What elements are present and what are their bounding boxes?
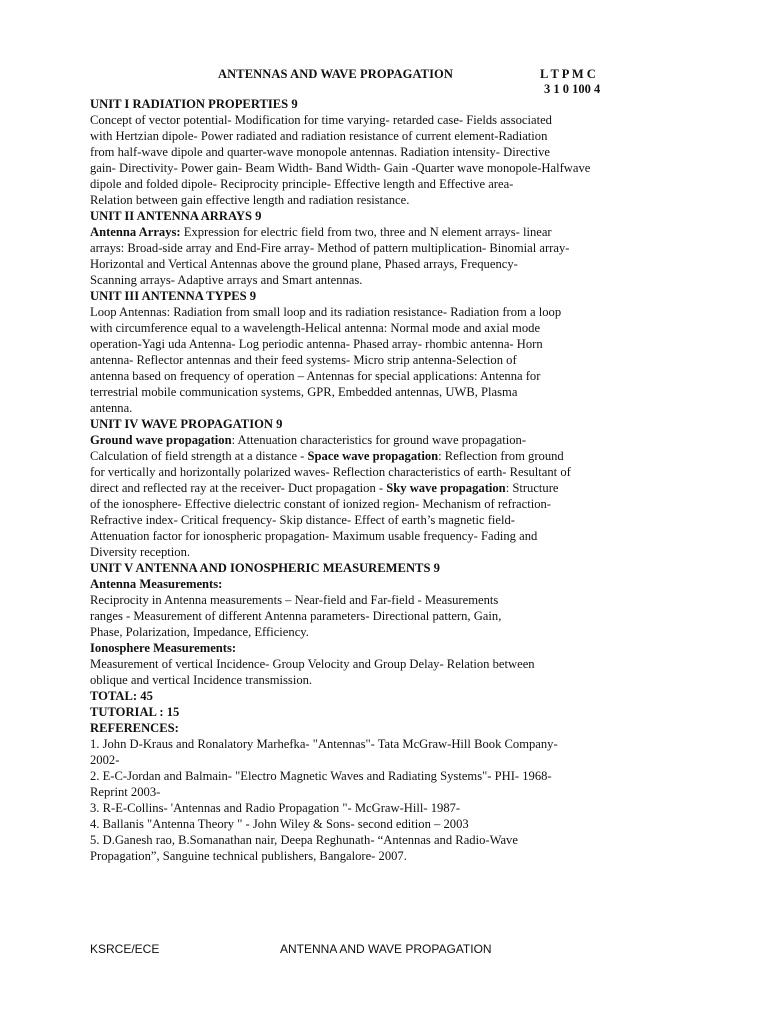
reference-line: Propagation”, Sanguine technical publishers, Bangalore- 2007. — [90, 849, 407, 863]
unit-3-line: antenna- Reflector antennas and their feed systems- Micro strip antenna-Selection of — [90, 353, 517, 367]
footer-department: KSRCE/ECE — [90, 942, 160, 956]
unit-4-calc-post: : Reflection from ground — [438, 449, 564, 463]
unit-4-calc-pre: Calculation of field strength at a distance - — [90, 449, 308, 463]
tutorial-hours: TUTORIAL : 15 — [90, 705, 180, 719]
unit-5-line: ranges - Measurement of different Antenna parameters- Directional pattern, Gain, — [90, 609, 502, 623]
unit-5-line: Measurement of vertical Incidence- Group Velocity and Group Delay- Relation between — [90, 657, 535, 671]
total-hours: TOTAL: 45 — [90, 689, 153, 703]
unit-2-lead-line — [90, 224, 630, 240]
unit-1-line: gain- Directivity- Power gain- Beam Width- Band Width- Gain -Quarter wave monopole-Halfwave — [90, 161, 591, 175]
unit-4-ground-text: : Attenuation characteristics for ground wave propagation- — [231, 433, 527, 447]
unit-1-line: dipole and folded dipole- Reciprocity principle- Effective length and Effective area- — [90, 177, 514, 191]
page-footer — [90, 942, 690, 958]
unit-1-line: from half-wave dipole and quarter-wave monopole antennas. Radiation intensity- Directive — [90, 145, 550, 159]
unit-2-heading: UNIT II ANTENNA ARRAYS 9 — [90, 209, 262, 223]
unit-1-heading: UNIT I RADIATION PROPERTIES 9 — [90, 97, 298, 111]
unit-4-line: for vertically and horizontally polarized waves- Reflection characteristics of earth- Resultant of — [90, 465, 571, 479]
sky-wave-term: Sky wave propagation — [386, 481, 506, 495]
unit-3-line: with circumference equal to a wavelength-Helical antenna: Normal mode and axial mode — [90, 321, 541, 335]
unit-1-line: with Hertzian dipole- Power radiated and radiation resistance of current element-Radiation — [90, 129, 548, 143]
reference-line: 5. D.Ganesh rao, B.Somanathan nair, Deepa Reghunath- “Antennas and Radio-Wave — [90, 833, 518, 847]
antenna-measurements-subheading: Antenna Measurements: — [90, 577, 223, 591]
unit-4-line: Refractive index- Critical frequency- Skip distance- Effect of earth’s magnetic field- — [90, 513, 515, 527]
unit-4-line: of the ionosphere- Effective dielectric constant of ionized region- Mechanism of refraction- — [90, 497, 551, 511]
ltpmc-label: L T P M C — [540, 67, 596, 81]
unit-5-line: Reciprocity in Antenna measurements – Near-field and Far-field - Measurements — [90, 593, 499, 607]
unit-2-line: Horizontal and Vertical Antennas above the ground plane, Phased arrays, Frequency- — [90, 257, 518, 271]
space-wave-term: Space wave propagation — [307, 449, 439, 463]
unit-4-line: Diversity reception. — [90, 545, 191, 559]
ionosphere-measurements-subheading: Ionosphere Measurements: — [90, 641, 237, 655]
ltpmc-values: 3 1 0 100 4 — [544, 82, 601, 96]
reference-line: 3. R-E-Collins- 'Antennas and Radio Propagation "- McGraw-Hill- 1987- — [90, 801, 461, 815]
unit-4-heading: UNIT IV WAVE PROPAGATION 9 — [90, 417, 283, 431]
unit-3-line: Loop Antennas: Radiation from small loop and its radiation resistance- Radiation from a loop — [90, 305, 562, 319]
ground-wave-term: Ground wave propagation — [90, 433, 232, 447]
unit-4-calc-line — [90, 448, 630, 464]
unit-3-line: operation-Yagi uda Antenna- Log periodic antenna- Phased array- rhombic antenna- Horn — [90, 337, 543, 351]
unit-5-heading: UNIT V ANTENNA AND IONOSPHERIC MEASUREMENTS 9 — [90, 561, 440, 575]
unit-4-direct-line — [90, 480, 630, 496]
unit-1-line: Relation between gain effective length and radiation resistance. — [90, 193, 410, 207]
unit-4-direct-pre: direct and reflected ray at the receiver- Duct propagation - — [90, 481, 387, 495]
unit-4-direct-post: : Structure — [505, 481, 559, 495]
unit-1-line: Concept of vector potential- Modification for time varying- retarded case- Fields associated — [90, 113, 552, 127]
footer-course-title: ANTENNA AND WAVE PROPAGATION — [280, 942, 492, 956]
unit-3-heading: UNIT III ANTENNA TYPES 9 — [90, 289, 257, 303]
unit-2-line: Scanning arrays- Adaptive arrays and Smart antennas. — [90, 273, 363, 287]
unit-3-line: terrestrial mobile communication systems, GPR, Embedded antennas, UWB, Plasma — [90, 385, 518, 399]
unit-3-line: antenna based on frequency of operation – Antennas for special applications: Antenna for — [90, 369, 541, 383]
course-title: ANTENNAS AND WAVE PROPAGATION — [218, 67, 453, 81]
unit-2-line: arrays: Broad-side array and End-Fire array- Method of pattern multiplication- Binomial array- — [90, 241, 570, 255]
antenna-arrays-term: Antenna Arrays: — [90, 225, 181, 239]
page-header — [0, 66, 768, 98]
reference-line: 2. E-C-Jordan and Balmain- "Electro Magnetic Waves and Radiating Systems"- PHI- 1968- — [90, 769, 552, 783]
unit-5-line: Phase, Polarization, Impedance, Efficiency. — [90, 625, 309, 639]
unit-4-line: Attenuation factor for ionospheric propagation- Maximum usable frequency- Fading and — [90, 529, 538, 543]
references-heading: REFERENCES: — [90, 721, 179, 735]
unit-5-line: oblique and vertical Incidence transmission. — [90, 673, 313, 687]
unit-2-lead-text: Expression for electric field from two, three and N element arrays- linear — [180, 225, 552, 239]
reference-line: Reprint 2003- — [90, 785, 161, 799]
syllabus-body — [90, 96, 630, 864]
reference-line: 2002- — [90, 753, 120, 767]
unit-4-ground-line — [90, 432, 630, 448]
reference-line: 4. Ballanis "Antenna Theory " - John Wiley & Sons- second edition – 2003 — [90, 817, 469, 831]
unit-3-line: antenna. — [90, 401, 133, 415]
reference-line: 1. John D-Kraus and Ronalatory Marhefka- "Antennas"- Tata McGraw-Hill Book Company- — [90, 737, 558, 751]
